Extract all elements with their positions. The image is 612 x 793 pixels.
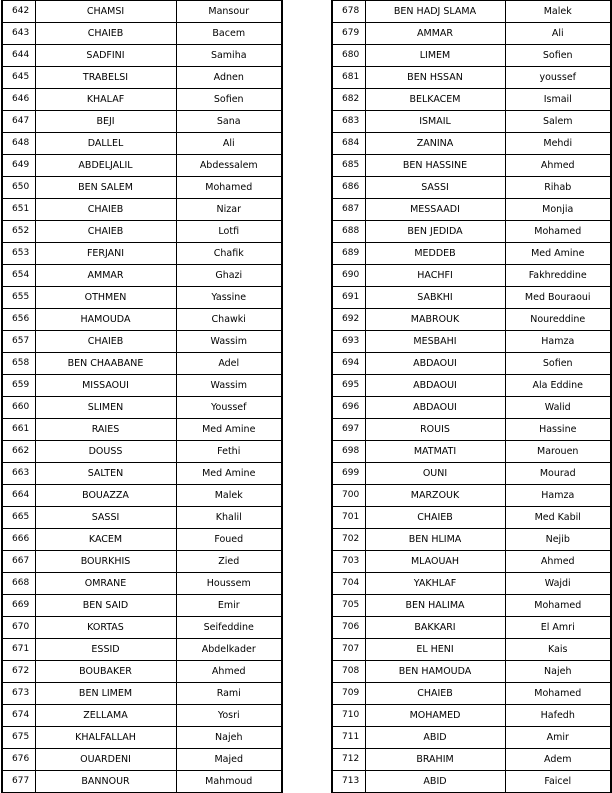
row-number: 648 [2, 133, 35, 155]
row-number: 655 [2, 287, 35, 309]
row-number: 666 [2, 529, 35, 551]
first-name-cell: Adnen [176, 67, 282, 89]
table-row [2, 23, 282, 45]
last-name-cell: CHAIEB [365, 507, 505, 529]
row-number: 679 [332, 23, 365, 45]
first-name-cell: Bacem [176, 23, 282, 45]
table-row [2, 397, 282, 419]
table-row [332, 551, 611, 573]
table-row [2, 243, 282, 265]
last-name-cell: CHAIEB [365, 683, 505, 705]
last-name-cell: EL HENI [365, 639, 505, 661]
table-row [332, 375, 611, 397]
last-name-cell: BEN HADJ SLAMA [365, 1, 505, 23]
last-name-cell: MESBAHI [365, 331, 505, 353]
last-name-cell: ABDAOUI [365, 375, 505, 397]
last-name-cell: SALTEN [35, 463, 176, 485]
first-name-cell: Mohamed [505, 595, 611, 617]
last-name-cell: DOUSS [35, 441, 176, 463]
row-number: 681 [332, 67, 365, 89]
first-name-cell: Foued [176, 529, 282, 551]
first-name-cell: Mehdi [505, 133, 611, 155]
last-name-cell: BOUBAKER [35, 661, 176, 683]
last-name-cell: BRAHIM [365, 749, 505, 771]
last-name-cell: MABROUK [365, 309, 505, 331]
first-name-cell: El Amri [505, 617, 611, 639]
first-name-cell: Faicel [505, 771, 611, 793]
last-name-cell: OUARDENI [35, 749, 176, 771]
table-row [2, 353, 282, 375]
row-number: 685 [332, 155, 365, 177]
table-row [332, 353, 611, 375]
first-name-cell: Sana [176, 111, 282, 133]
row-number: 670 [2, 617, 35, 639]
first-name-cell: Hamza [505, 485, 611, 507]
last-name-cell: CHAIEB [35, 199, 176, 221]
table-row [332, 463, 611, 485]
first-name-cell: Khalil [176, 507, 282, 529]
first-name-cell: Lotfi [176, 221, 282, 243]
row-number: 661 [2, 419, 35, 441]
first-name-cell: Ghazi [176, 265, 282, 287]
last-name-cell: RAIES [35, 419, 176, 441]
last-name-cell: BEN HALIMA [365, 595, 505, 617]
table-row [332, 595, 611, 617]
table-row [2, 375, 282, 397]
row-number: 678 [332, 1, 365, 23]
row-number: 667 [2, 551, 35, 573]
last-name-cell: BEN HLIMA [365, 529, 505, 551]
row-number: 649 [2, 155, 35, 177]
table-row [2, 419, 282, 441]
row-number: 671 [2, 639, 35, 661]
first-name-cell: Rihab [505, 177, 611, 199]
first-name-cell: Ali [505, 23, 611, 45]
last-name-cell: ROUIS [365, 419, 505, 441]
table-row [2, 45, 282, 67]
first-name-cell: Med Amine [176, 463, 282, 485]
row-number: 695 [332, 375, 365, 397]
table-row [2, 199, 282, 221]
first-name-cell: Fethi [176, 441, 282, 463]
first-name-cell: Marouen [505, 441, 611, 463]
first-name-cell: Kais [505, 639, 611, 661]
table-row [2, 265, 282, 287]
last-name-cell: LIMEM [365, 45, 505, 67]
last-name-cell: YAKHLAF [365, 573, 505, 595]
table-row [332, 199, 611, 221]
row-number: 645 [2, 67, 35, 89]
first-name-cell: Sofien [505, 45, 611, 67]
last-name-cell: MOHAMED [365, 705, 505, 727]
right-roster-table [331, 0, 612, 793]
first-name-cell: Majed [176, 749, 282, 771]
table-row [2, 89, 282, 111]
last-name-cell: CHAIEB [35, 331, 176, 353]
last-name-cell: MEDDEB [365, 243, 505, 265]
first-name-cell: Med Bouraoui [505, 287, 611, 309]
first-name-cell: Walid [505, 397, 611, 419]
row-number: 657 [2, 331, 35, 353]
last-name-cell: FERJANI [35, 243, 176, 265]
last-name-cell: SADFINI [35, 45, 176, 67]
first-name-cell: Yosri [176, 705, 282, 727]
table-row [332, 397, 611, 419]
last-name-cell: ABDAOUI [365, 353, 505, 375]
first-name-cell: Najeh [505, 661, 611, 683]
row-number: 659 [2, 375, 35, 397]
row-number: 664 [2, 485, 35, 507]
first-name-cell: Nizar [176, 199, 282, 221]
table-row [332, 419, 611, 441]
row-number: 668 [2, 573, 35, 595]
row-number: 672 [2, 661, 35, 683]
table-row [2, 463, 282, 485]
last-name-cell: CHAIEB [35, 23, 176, 45]
row-number: 663 [2, 463, 35, 485]
first-name-cell: Noureddine [505, 309, 611, 331]
row-number: 652 [2, 221, 35, 243]
table-row [2, 507, 282, 529]
table-row [2, 287, 282, 309]
row-number: 643 [2, 23, 35, 45]
first-name-cell: Monjia [505, 199, 611, 221]
first-name-cell: Wajdi [505, 573, 611, 595]
table-row [332, 89, 611, 111]
first-name-cell: Salem [505, 111, 611, 133]
row-number: 712 [332, 749, 365, 771]
last-name-cell: KORTAS [35, 617, 176, 639]
table-row [332, 507, 611, 529]
row-number: 646 [2, 89, 35, 111]
last-name-cell: HACHFI [365, 265, 505, 287]
row-number: 669 [2, 595, 35, 617]
table-row [332, 705, 611, 727]
table-row [2, 485, 282, 507]
row-number: 713 [332, 771, 365, 793]
row-number: 710 [332, 705, 365, 727]
first-name-cell: Hafedh [505, 705, 611, 727]
row-number: 690 [332, 265, 365, 287]
first-name-cell: Ala Eddine [505, 375, 611, 397]
row-number: 688 [332, 221, 365, 243]
first-name-cell: Mourad [505, 463, 611, 485]
last-name-cell: ZANINA [365, 133, 505, 155]
row-number: 654 [2, 265, 35, 287]
table-row [332, 683, 611, 705]
last-name-cell: ISMAIL [365, 111, 505, 133]
table-row [2, 177, 282, 199]
table-row [332, 309, 611, 331]
table-row [2, 661, 282, 683]
row-number: 687 [332, 199, 365, 221]
row-number: 711 [332, 727, 365, 749]
row-number: 650 [2, 177, 35, 199]
row-number: 658 [2, 353, 35, 375]
table-row [2, 133, 282, 155]
last-name-cell: BEN CHAABANE [35, 353, 176, 375]
table-row [2, 155, 282, 177]
table-row [2, 331, 282, 353]
row-number: 705 [332, 595, 365, 617]
table-row [2, 727, 282, 749]
table-row [332, 265, 611, 287]
first-name-cell: Malek [176, 485, 282, 507]
first-name-cell: Sofien [176, 89, 282, 111]
table-row [332, 441, 611, 463]
last-name-cell: ESSID [35, 639, 176, 661]
last-name-cell: BEJI [35, 111, 176, 133]
last-name-cell: TRABELSI [35, 67, 176, 89]
last-name-cell: ABDAOUI [365, 397, 505, 419]
row-number: 693 [332, 331, 365, 353]
first-name-cell: Nejib [505, 529, 611, 551]
first-name-cell: Adel [176, 353, 282, 375]
table-row [332, 177, 611, 199]
table-row [332, 45, 611, 67]
row-number: 704 [332, 573, 365, 595]
last-name-cell: BELKACEM [365, 89, 505, 111]
last-name-cell: OMRANE [35, 573, 176, 595]
last-name-cell: BOUAZZA [35, 485, 176, 507]
table-row [332, 23, 611, 45]
first-name-cell: Mohamed [505, 221, 611, 243]
row-number: 647 [2, 111, 35, 133]
first-name-cell: Ahmed [176, 661, 282, 683]
row-number: 691 [332, 287, 365, 309]
first-name-cell: Najeh [176, 727, 282, 749]
first-name-cell: Wassim [176, 331, 282, 353]
row-number: 692 [332, 309, 365, 331]
first-name-cell: Malek [505, 1, 611, 23]
table-row [332, 749, 611, 771]
row-number: 694 [332, 353, 365, 375]
table-row [332, 67, 611, 89]
first-name-cell: youssef [505, 67, 611, 89]
first-name-cell: Abdessalem [176, 155, 282, 177]
table-row [332, 485, 611, 507]
first-name-cell: Mohamed [176, 177, 282, 199]
first-name-cell: Yassine [176, 287, 282, 309]
first-name-cell: Fakhreddine [505, 265, 611, 287]
last-name-cell: MARZOUK [365, 485, 505, 507]
last-name-cell: KHALAF [35, 89, 176, 111]
last-name-cell: AMMAR [35, 265, 176, 287]
table-row [2, 639, 282, 661]
row-number: 682 [332, 89, 365, 111]
last-name-cell: CHAIEB [35, 221, 176, 243]
table-row [2, 771, 282, 793]
last-name-cell: SLIMEN [35, 397, 176, 419]
row-number: 644 [2, 45, 35, 67]
table-row [2, 441, 282, 463]
first-name-cell: Ahmed [505, 155, 611, 177]
last-name-cell: KHALFALLAH [35, 727, 176, 749]
row-number: 673 [2, 683, 35, 705]
last-name-cell: AMMAR [365, 23, 505, 45]
first-name-cell: Chafik [176, 243, 282, 265]
table-row [332, 155, 611, 177]
first-name-cell: Youssef [176, 397, 282, 419]
row-number: 642 [2, 1, 35, 23]
row-number: 662 [2, 441, 35, 463]
first-name-cell: Hamza [505, 331, 611, 353]
last-name-cell: OTHMEN [35, 287, 176, 309]
last-name-cell: BOURKHIS [35, 551, 176, 573]
table-row [332, 529, 611, 551]
table-row [2, 705, 282, 727]
first-name-cell: Ismail [505, 89, 611, 111]
right-roster-body [332, 1, 611, 793]
row-number: 656 [2, 309, 35, 331]
last-name-cell: OUNI [365, 463, 505, 485]
table-row [2, 529, 282, 551]
last-name-cell: BEN JEDIDA [365, 221, 505, 243]
table-row [2, 617, 282, 639]
table-row [332, 661, 611, 683]
table-row [332, 1, 611, 23]
last-name-cell: BEN HSSAN [365, 67, 505, 89]
first-name-cell: Houssem [176, 573, 282, 595]
table-row [2, 595, 282, 617]
table-row [332, 727, 611, 749]
table-row [332, 111, 611, 133]
first-name-cell: Med Amine [176, 419, 282, 441]
table-row [2, 309, 282, 331]
table-row [2, 749, 282, 771]
last-name-cell: ZELLAMA [35, 705, 176, 727]
row-number: 653 [2, 243, 35, 265]
first-name-cell: Hassine [505, 419, 611, 441]
row-number: 660 [2, 397, 35, 419]
last-name-cell: MISSAOUI [35, 375, 176, 397]
table-row [2, 573, 282, 595]
last-name-cell: BEN HASSINE [365, 155, 505, 177]
row-number: 675 [2, 727, 35, 749]
row-number: 689 [332, 243, 365, 265]
last-name-cell: ABID [365, 771, 505, 793]
row-number: 701 [332, 507, 365, 529]
table-row [332, 617, 611, 639]
last-name-cell: SASSI [365, 177, 505, 199]
first-name-cell: Abdelkader [176, 639, 282, 661]
first-name-cell: Adem [505, 749, 611, 771]
table-row [332, 771, 611, 793]
first-name-cell: Zied [176, 551, 282, 573]
first-name-cell: Med Kabil [505, 507, 611, 529]
first-name-cell: Mansour [176, 1, 282, 23]
last-name-cell: MLAOUAH [365, 551, 505, 573]
row-number: 684 [332, 133, 365, 155]
table-row [2, 551, 282, 573]
row-number: 699 [332, 463, 365, 485]
last-name-cell: SASSI [35, 507, 176, 529]
row-number: 680 [332, 45, 365, 67]
table-row [332, 573, 611, 595]
table-row [2, 1, 282, 23]
last-name-cell: SABKHI [365, 287, 505, 309]
table-row [332, 133, 611, 155]
last-name-cell: ABDELJALIL [35, 155, 176, 177]
row-number: 697 [332, 419, 365, 441]
first-name-cell: Med Amine [505, 243, 611, 265]
last-name-cell: BAKKARI [365, 617, 505, 639]
row-number: 686 [332, 177, 365, 199]
table-row [2, 67, 282, 89]
first-name-cell: Amir [505, 727, 611, 749]
first-name-cell: Ahmed [505, 551, 611, 573]
last-name-cell: BEN LIMEM [35, 683, 176, 705]
last-name-cell: DALLEL [35, 133, 176, 155]
last-name-cell: BEN HAMOUDA [365, 661, 505, 683]
first-name-cell: Chawki [176, 309, 282, 331]
table-row [2, 683, 282, 705]
row-number: 708 [332, 661, 365, 683]
last-name-cell: HAMOUDA [35, 309, 176, 331]
row-number: 651 [2, 199, 35, 221]
last-name-cell: BEN SALEM [35, 177, 176, 199]
first-name-cell: Wassim [176, 375, 282, 397]
row-number: 706 [332, 617, 365, 639]
first-name-cell: Mohamed [505, 683, 611, 705]
row-number: 676 [2, 749, 35, 771]
last-name-cell: BANNOUR [35, 771, 176, 793]
last-name-cell: KACEM [35, 529, 176, 551]
left-roster-body [2, 1, 282, 793]
first-name-cell: Mahmoud [176, 771, 282, 793]
table-row [2, 111, 282, 133]
first-name-cell: Sofien [505, 353, 611, 375]
first-name-cell: Rami [176, 683, 282, 705]
last-name-cell: ABID [365, 727, 505, 749]
row-number: 674 [2, 705, 35, 727]
row-number: 677 [2, 771, 35, 793]
row-number: 709 [332, 683, 365, 705]
table-row [332, 243, 611, 265]
table-row [2, 221, 282, 243]
first-name-cell: Ali [176, 133, 282, 155]
row-number: 702 [332, 529, 365, 551]
first-name-cell: Samiha [176, 45, 282, 67]
last-name-cell: BEN SAID [35, 595, 176, 617]
last-name-cell: MATMATI [365, 441, 505, 463]
row-number: 703 [332, 551, 365, 573]
row-number: 665 [2, 507, 35, 529]
first-name-cell: Emir [176, 595, 282, 617]
table-row [332, 287, 611, 309]
first-name-cell: Seifeddine [176, 617, 282, 639]
last-name-cell: CHAMSI [35, 1, 176, 23]
table-row [332, 331, 611, 353]
last-name-cell: MESSAADI [365, 199, 505, 221]
row-number: 700 [332, 485, 365, 507]
row-number: 698 [332, 441, 365, 463]
row-number: 707 [332, 639, 365, 661]
row-number: 683 [332, 111, 365, 133]
row-number: 696 [332, 397, 365, 419]
left-roster-table [1, 0, 283, 793]
table-row [332, 221, 611, 243]
table-row [332, 639, 611, 661]
